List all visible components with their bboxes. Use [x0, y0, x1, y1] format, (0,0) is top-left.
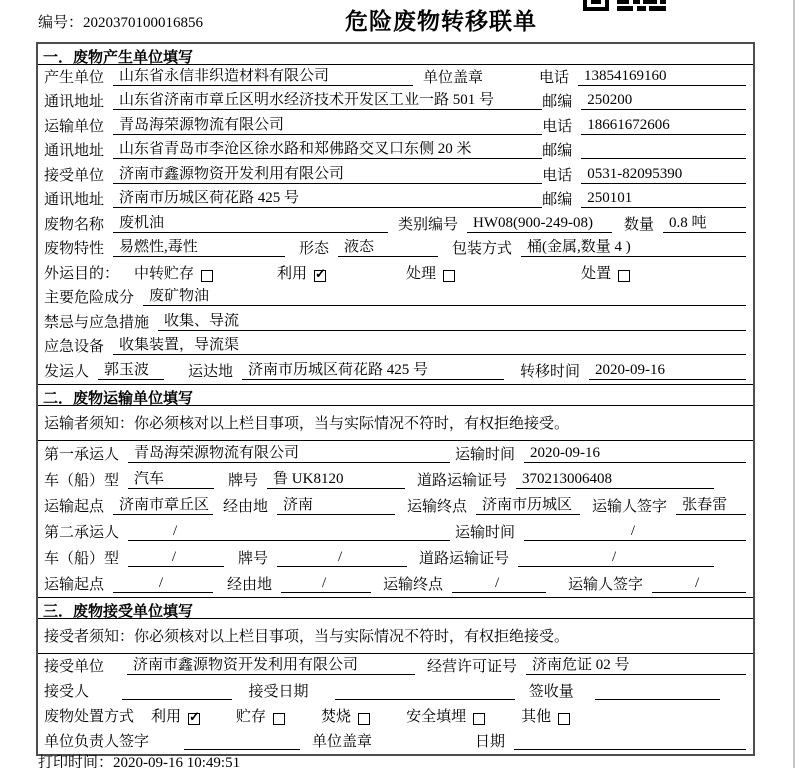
- transporter-address-label: 通讯地址: [44, 143, 105, 159]
- disposal-method-label: 废物处置方式: [44, 708, 135, 725]
- section3-header: 三．废物接受单位填写: [38, 597, 753, 619]
- vehicle2-row: [38, 545, 753, 571]
- equipment-row: [38, 335, 753, 360]
- purpose-option-treat: [406, 266, 455, 282]
- waste-category-label: 类别编号: [398, 216, 459, 233]
- disposal-option-incinerate: [321, 709, 370, 725]
- purpose-transfer-checkbox: [201, 270, 213, 282]
- transporter-phone-value: 18661672606: [581, 117, 746, 135]
- packaging-value: 桶(金属,数量 4 ): [521, 239, 746, 257]
- waste-traits-row: [38, 237, 753, 262]
- purpose-option-dispose-label: 处置: [581, 265, 612, 282]
- receiver-label: 接受单位: [44, 167, 105, 184]
- purpose-row: [38, 261, 753, 286]
- transporter-notice: 运输者须知：你必须核对以上栏目事项，当与实际情况不符时，有权拒绝接受。: [38, 406, 753, 441]
- acceptor-label: 接受人: [44, 683, 90, 700]
- receiver-value: 济南市鑫源物资开发利用有限公司: [113, 166, 542, 184]
- hazard-value: 废矿物油: [143, 288, 746, 306]
- receiver-row: [38, 163, 753, 188]
- purpose-option-treat-label: 处理: [406, 265, 437, 282]
- print-time-value: 2020-09-16 10:49:51: [113, 755, 241, 768]
- purpose-option-transfer: [134, 266, 213, 282]
- transporter-value: 青岛海荣源物流有限公司: [113, 117, 542, 135]
- seal-label: 单位盖章: [423, 69, 484, 86]
- waste-traits-value: 易燃性,毒性: [113, 239, 285, 257]
- route2-end-label: 运输终点: [383, 576, 444, 593]
- receiver-zip-value: 250101: [581, 190, 746, 208]
- print-time: [38, 751, 240, 768]
- carrier1-value: 青岛海荣源物流有限公司: [128, 445, 450, 463]
- waste-category-value: HW08(900-249-08): [467, 215, 612, 233]
- route2-row: [38, 571, 753, 597]
- route1-sign-value: 张春雷: [676, 497, 746, 515]
- section2-header: 二．废物运输单位填写: [38, 384, 753, 406]
- disposal-option-other-label: 其他: [521, 708, 552, 725]
- carrier2-time-label: 运输时间: [454, 524, 515, 541]
- vehicle2-plate-label: 牌号: [238, 550, 269, 567]
- transporter-row: [38, 114, 753, 139]
- accept-unit-row: [38, 654, 753, 679]
- carrier1-time-label: 运输时间: [454, 446, 515, 463]
- producer-zip-value: 250200: [581, 92, 746, 110]
- vehicle1-license-value: 370213006408: [516, 471, 714, 489]
- precaution-value: 收集、导流: [158, 313, 746, 331]
- transfer-time-value: 2020-09-16: [589, 362, 746, 380]
- transporter-label2: 运输单位: [44, 118, 105, 135]
- route2-start-value: /: [113, 575, 213, 593]
- waste-form-value: 液态: [338, 239, 438, 257]
- vehicle1-type-label: 车（船）型: [44, 472, 120, 489]
- hazard-row: [38, 286, 753, 311]
- transfer-time-label: 转移时间: [520, 363, 581, 380]
- permit-value: 济南危证 02 号: [526, 657, 746, 675]
- route1-sign-label: 运输人签字: [592, 498, 668, 515]
- vehicle2-type-value: /: [128, 549, 224, 567]
- waste-traits-label: 废物特性: [44, 241, 105, 257]
- precaution-label: 禁忌与应急措施: [44, 314, 150, 331]
- transporter-zip-value: [581, 157, 746, 159]
- producer-label: 产生单位: [44, 69, 105, 86]
- producer-address-label: 通讯地址: [44, 94, 105, 110]
- waste-quantity-value: 0.8 吨: [663, 215, 746, 233]
- vehicle1-plate-value: 鲁 UK8120: [267, 471, 405, 489]
- purpose-option-use: [277, 266, 326, 282]
- carrier2-label: 第二承运人: [44, 524, 120, 541]
- route2-end-value: /: [452, 575, 546, 593]
- transporter-zip-label: 邮编: [542, 143, 573, 159]
- carrier2-value: /: [128, 523, 450, 541]
- section1-header: 一．废物产生单位填写: [38, 44, 753, 65]
- page-right-edge: [793, 0, 795, 768]
- signoff-row: [38, 729, 753, 754]
- route1-start-value: 济南市章丘区: [113, 497, 213, 515]
- disposal-option-use-label: 利用: [151, 708, 182, 725]
- route1-via-label: 经由地: [223, 498, 269, 515]
- producer-row: [38, 65, 753, 90]
- waste-name-value: 废机油: [113, 215, 388, 233]
- route1-row: [38, 493, 753, 519]
- route1-end-label: 运输终点: [407, 498, 468, 515]
- disposal-method-row: [38, 704, 753, 729]
- vehicle1-type-value: 汽车: [128, 471, 214, 489]
- disposal-option-landfill: [406, 709, 485, 725]
- route1-start-label: 运输起点: [44, 498, 105, 515]
- dispatch-row: [38, 359, 753, 384]
- vehicle2-license-value: /: [518, 549, 714, 567]
- waste-form-label: 形态: [299, 241, 330, 257]
- doc-number-value: 2020370100016856: [83, 15, 204, 31]
- manifest-form: [36, 42, 755, 756]
- waste-name-label: 废物名称: [44, 216, 105, 233]
- producer-phone-value: 13854169160: [578, 68, 746, 86]
- disposal-option-use: [151, 709, 200, 725]
- vehicle2-plate-value: /: [277, 549, 407, 567]
- signoff-date-value: [514, 748, 746, 750]
- producer-value: 山东省永信非织造材料有限公司: [113, 68, 413, 86]
- waste-quantity-label: 数量: [624, 216, 655, 233]
- vehicle1-plate-label: 牌号: [228, 472, 259, 489]
- dispatcher-label: 发运人: [44, 363, 90, 380]
- receiver-address-row: [38, 188, 753, 213]
- disposal-option-store: [236, 709, 285, 725]
- accept-unit-value: 济南市鑫源物资开发利用有限公司: [127, 657, 415, 675]
- print-time-label: 打印时间：: [38, 755, 114, 768]
- route2-sign-value: /: [652, 575, 746, 593]
- purpose-option-transfer-label: 中转贮存: [134, 265, 195, 282]
- received-amount-value: [595, 698, 720, 700]
- disposal-landfill-checkbox: [473, 713, 485, 725]
- receiver-address-label: 通讯地址: [44, 192, 105, 208]
- acceptor-row: [38, 679, 753, 704]
- qr-code-fragment: [583, 0, 667, 11]
- disposal-incinerate-checkbox: [358, 713, 370, 725]
- unit-seal-label: 单位盖章: [312, 733, 373, 750]
- purpose-use-checkbox: [314, 270, 326, 282]
- packaging-label: 包装方式: [452, 241, 513, 257]
- precaution-row: [38, 310, 753, 335]
- vehicle2-license-label: 道路运输证号: [419, 550, 510, 567]
- responsible-sign-label: 单位负责人签字: [44, 733, 150, 750]
- carrier1-row: [38, 441, 753, 467]
- equipment-label: 应急设备: [44, 339, 105, 355]
- producer-address-value: 山东省济南市章丘区明水经济技术开发区工业一路 501 号: [113, 92, 542, 110]
- waste-name-row: [38, 212, 753, 237]
- destination-value: 济南市历城区荷花路 425 号: [242, 362, 504, 380]
- carrier1-time-value: 2020-09-16: [524, 445, 746, 463]
- hazard-label: 主要危险成分: [44, 290, 135, 306]
- transporter-address-value: 山东省青岛市李沧区徐水路和郑佛路交叉口东侧 20 米: [113, 141, 542, 159]
- equipment-value: 收集装置，导流渠: [113, 337, 746, 355]
- disposal-option-store-label: 贮存: [236, 708, 267, 725]
- carrier1-label: 第一承运人: [44, 446, 120, 463]
- doc-number-label: 编号：: [38, 15, 84, 31]
- vehicle1-license-label: 道路运输证号: [417, 472, 508, 489]
- received-amount-label: 签收量: [528, 683, 574, 700]
- receiver-notice: 接受者须知：你必须核对以上栏目事项，当与实际情况不符时，有权拒绝接受。: [38, 619, 753, 654]
- producer-phone-label: 电话: [538, 69, 569, 86]
- destination-label: 运达地: [188, 363, 234, 380]
- accept-unit-label: 接受单位: [44, 658, 105, 675]
- route2-via-label: 经由地: [227, 576, 273, 593]
- page-title: 危险废物转移联单: [345, 8, 537, 34]
- transporter-phone-label: 电话: [542, 118, 573, 135]
- signoff-date-label: 日期: [474, 733, 505, 750]
- purpose-dispose-checkbox: [618, 270, 630, 282]
- disposal-store-checkbox: [273, 713, 285, 725]
- disposal-other-checkbox: [558, 713, 570, 725]
- carrier2-time-value: /: [524, 523, 746, 541]
- route2-start-label: 运输起点: [44, 576, 105, 593]
- purpose-option-use-label: 利用: [277, 265, 308, 282]
- vehicle1-row: [38, 467, 753, 493]
- responsible-sign-value: [184, 748, 300, 750]
- producer-address-row: [38, 90, 753, 115]
- route2-sign-label: 运输人签字: [568, 576, 644, 593]
- producer-zip-label: 邮编: [542, 94, 573, 110]
- permit-label: 经营许可证号: [427, 658, 518, 675]
- carrier2-row: [38, 519, 753, 545]
- disposal-use-checkbox: [188, 713, 200, 725]
- receiver-phone-value: 0531-82095390: [581, 166, 746, 184]
- accept-date-value: [335, 698, 514, 700]
- disposal-option-landfill-label: 安全填埋: [406, 708, 467, 725]
- receiver-zip-label: 邮编: [542, 192, 573, 208]
- dispatcher-value: 郭玉波: [98, 362, 164, 380]
- route1-via-value: 济南: [277, 497, 395, 515]
- receiver-address-value: 济南市历城区荷花路 425 号: [113, 190, 542, 208]
- receiver-phone-label: 电话: [542, 167, 573, 184]
- vehicle2-type-label: 车（船）型: [44, 550, 120, 567]
- accept-date-label: 接受日期: [248, 683, 309, 700]
- acceptor-value: [122, 698, 232, 700]
- purpose-treat-checkbox: [443, 270, 455, 282]
- purpose-label: 外运目的：: [44, 265, 120, 282]
- route2-via-value: /: [281, 575, 371, 593]
- transporter-address-row: [38, 139, 753, 164]
- disposal-option-incinerate-label: 焚烧: [321, 708, 352, 725]
- disposal-option-other: [521, 709, 570, 725]
- purpose-option-dispose: [581, 266, 630, 282]
- route1-end-value: 济南市历城区: [476, 497, 580, 515]
